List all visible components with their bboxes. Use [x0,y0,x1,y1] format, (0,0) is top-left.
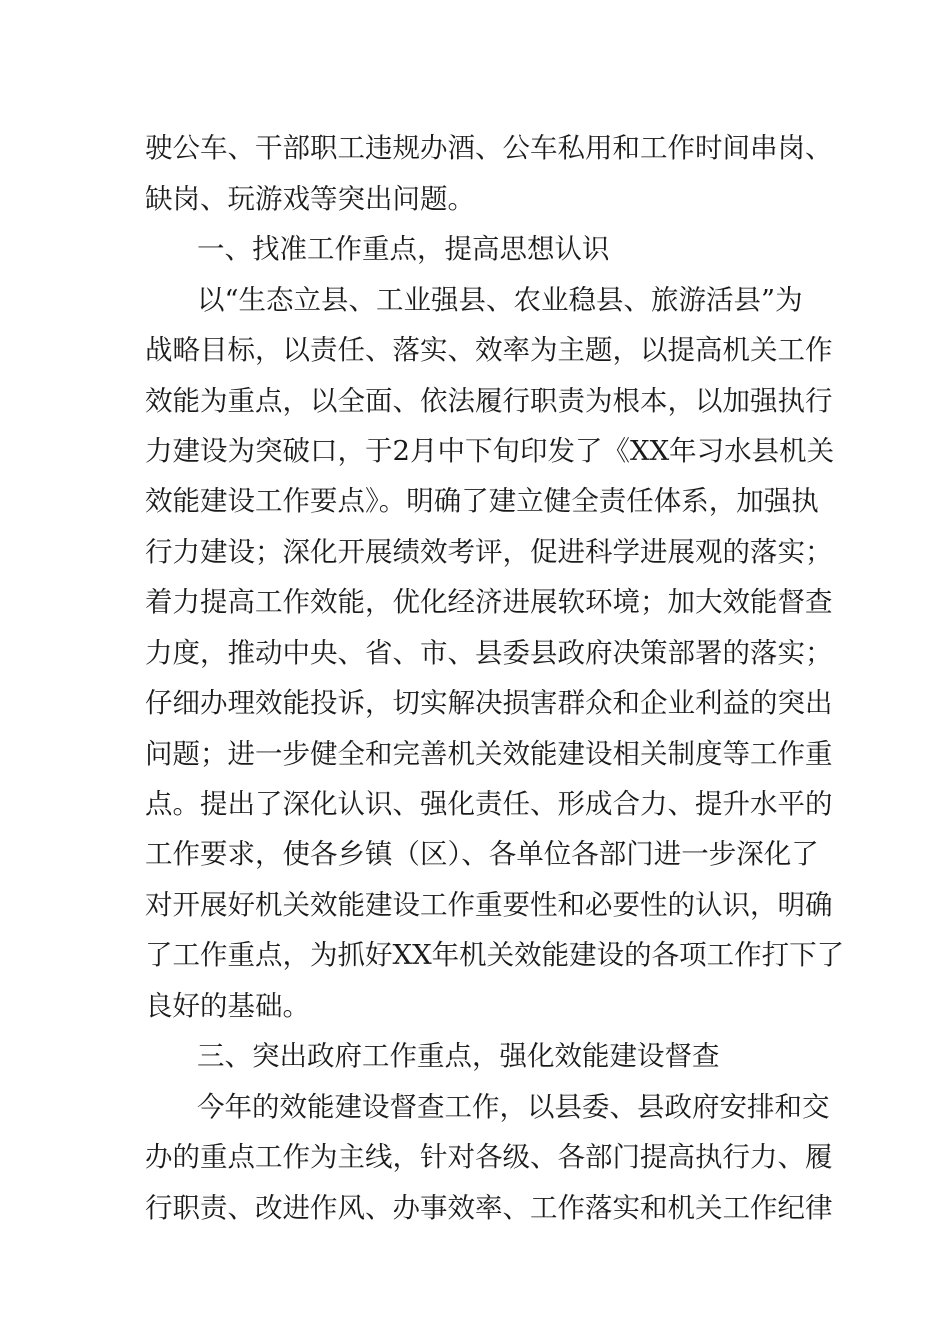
body-text-line: 缺岗、玩游戏等突出问题。 [145,183,475,215]
body-text-line: 对开展好机关效能建设工作重要性和必要性的认识，明确 [145,889,833,921]
body-text-line: 力建设为突破口，于2月中下旬印发了《XX年习水县机关 [145,435,835,467]
body-text-line: 以“生态立县、工业强县、农业稳县、旅游活县”为 [197,284,803,316]
body-text-line: 效能为重点，以全面、依法履行职责为根本，以加强执行 [145,385,833,417]
body-text-line: 行职责、改进作风、办事效率、工作落实和机关工作纪律 [145,1192,833,1224]
body-text-line: 问题；进一步健全和完善机关效能建设相关制度等工作重 [145,738,833,770]
body-text-line: 行力建设；深化开展绩效考评，促进科学进展观的落实； [145,536,833,568]
body-text-line: 力度，推动中央、省、市、县委县政府决策部署的落实； [145,637,833,669]
body-text-line: 点。提出了深化认识、强化责任、形成合力、提升水平的 [145,788,833,820]
body-text-line: 驶公车、干部职工违规办酒、公车私用和工作时间串岗、 [145,132,833,164]
body-text-line: 战略目标，以责任、落实、效率为主题，以提高机关工作 [145,334,833,366]
body-text-line: 今年的效能建设督查工作，以县委、县政府安排和交 [197,1091,830,1123]
body-text-line: 效能建设工作要点》。明确了建立健全责任体系，加强执 [145,485,819,517]
body-text-line: 办的重点工作为主线，针对各级、各部门提高执行力、履 [145,1141,833,1173]
section-heading: 三、突出政府工作重点，强化效能建设督查 [197,1040,720,1072]
body-text-line: 工作要求，使各乡镇（区）、各单位各部门进一步深化了 [145,838,819,870]
body-text-line: 仔细办理效能投诉，切实解决损害群众和企业利益的突出 [145,687,833,719]
section-heading: 一、找准工作重点，提高思想认识 [197,233,610,265]
body-text-line: 良好的基础。 [145,990,310,1022]
body-text-line: 了工作重点，为抓好XX年机关效能建设的各项工作打下了 [145,939,845,971]
body-text-line: 着力提高工作效能，优化经济进展软环境；加大效能督查 [145,586,833,618]
